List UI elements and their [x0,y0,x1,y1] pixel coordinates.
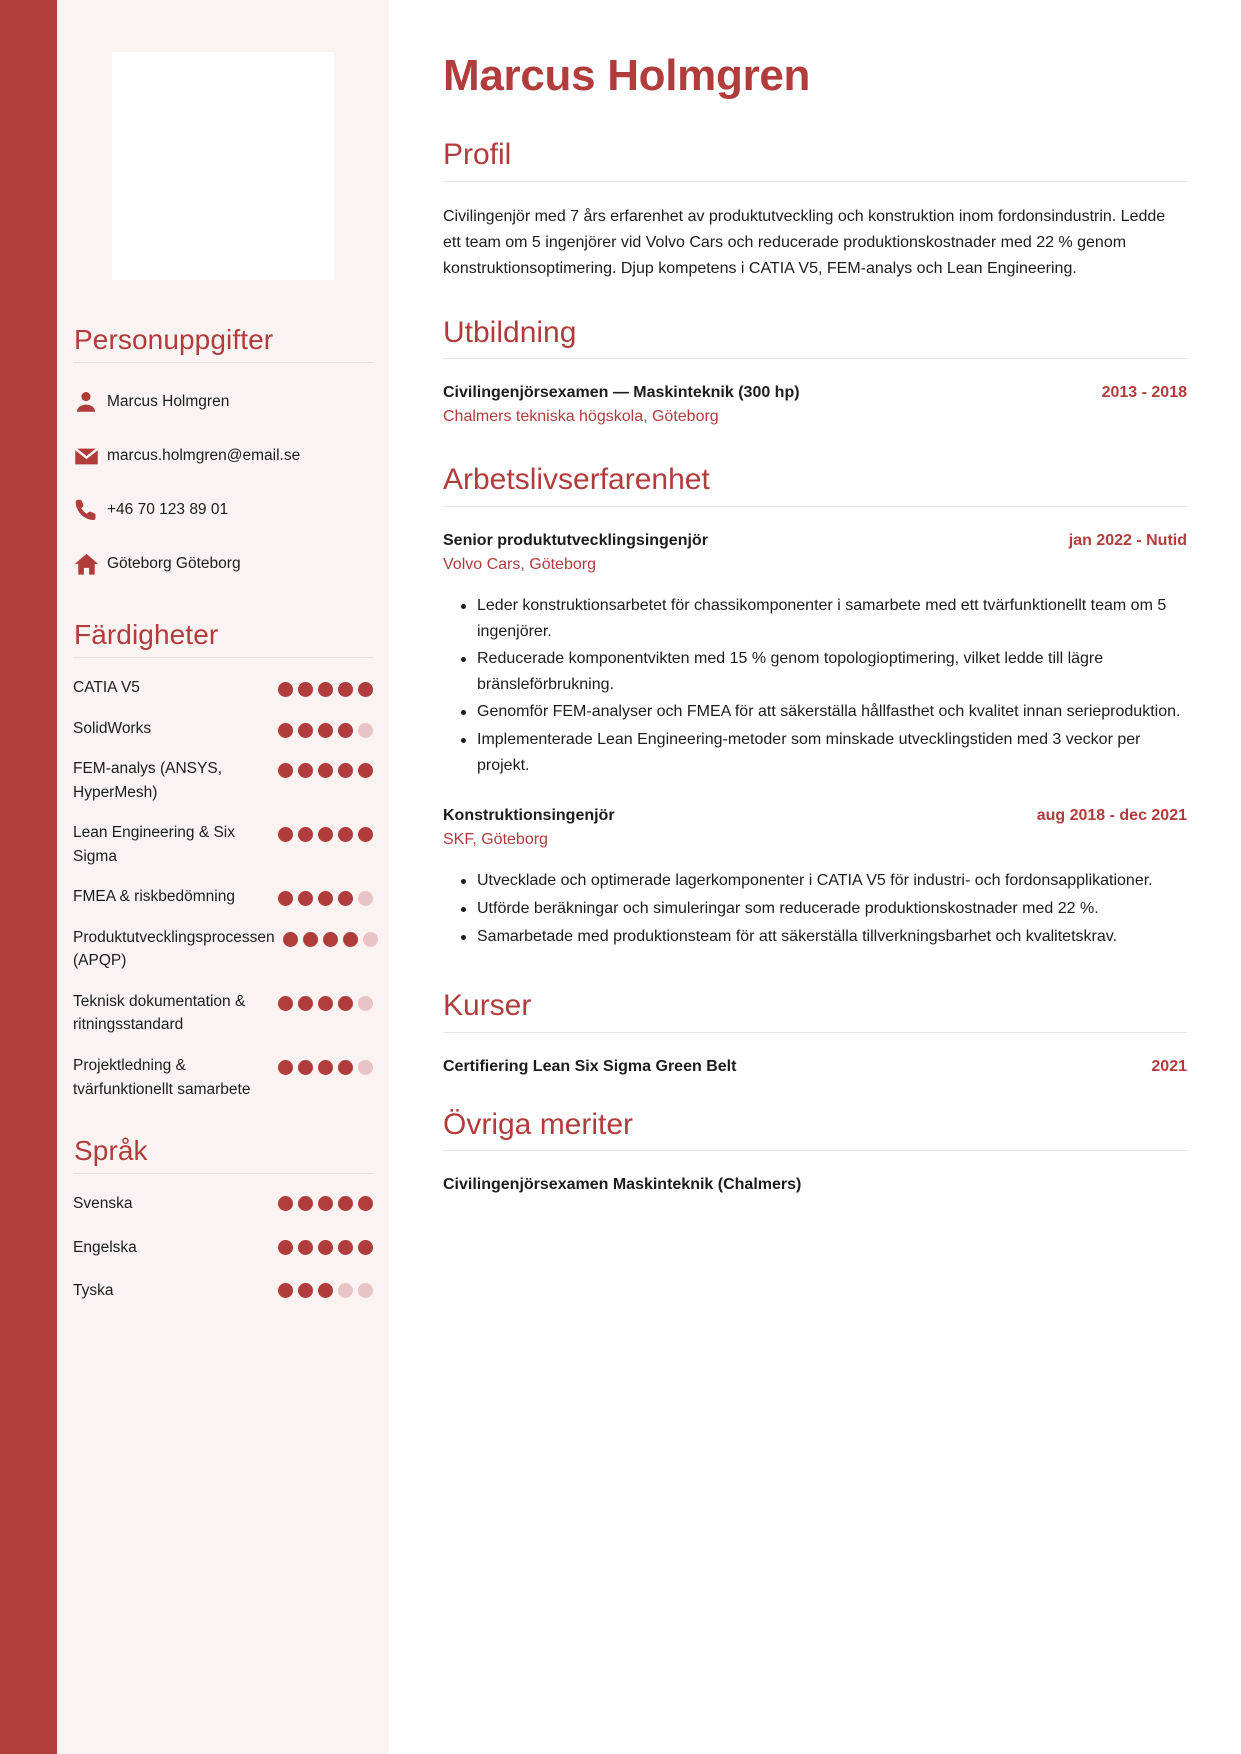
section-courses [443,989,1187,1078]
rating-dots [278,1283,373,1298]
rating-dot [303,932,318,947]
experience-entry-head [443,529,1187,552]
rating-dot [338,827,353,842]
courses-list [443,1055,1187,1078]
rating-dot [358,1060,373,1075]
language-row [73,1192,373,1216]
education-subtitle: Chalmers tekniska högskola, Göteborg [443,408,719,426]
rating-dot [278,1240,293,1255]
section-education [443,316,1187,430]
skill-label: Lean Engineering & Six Sigma [73,824,236,865]
other-merits-list [443,1173,1187,1196]
rating-dots [278,676,373,697]
contact-row-phone[interactable] [73,489,373,531]
experience-bullet: Utvecklade och optimerade lagerkomponenter i CATIA V5 för industri- och fordonsapplikationer. [443,868,1187,894]
skill-row [73,676,373,700]
sidebar-section-skills [73,619,373,1101]
contact-email-value: marcus.holmgren@email.se [107,446,301,464]
rating-dot [358,1283,373,1298]
course-entry-head [443,1055,1187,1078]
rating-dots [278,1240,373,1255]
experience-entry [443,804,1187,949]
experience-bullet: Reducerade komponentvikten med 15 % genom topologioptimering, vilket ledde till lägre bränsleförbrukning. [443,646,1187,697]
education-date: 2013 - 2018 [1101,384,1187,402]
education-divider [443,358,1187,359]
languages-heading: Språk [74,1135,148,1167]
profile-photo-placeholder [112,52,334,280]
courses-divider [443,1032,1187,1033]
other-merits-heading: Övriga meriter [443,1107,634,1141]
experience-bullet: Utförde beräkningar och simuleringar som reducerade produktionskostnader med 22 %. [443,896,1187,922]
experience-title: Konstruktionsingenjör [443,807,615,825]
merit-entry [443,1173,1187,1196]
skills-list [73,676,373,1101]
skill-label: Projektledning & tvärfunktionellt samarbete [73,1057,251,1098]
sidebar-section-personal [73,324,373,585]
other-merits-divider [443,1150,1187,1151]
experience-date: jan 2022 - Nutid [1068,531,1187,549]
course-title: Certifiering Lean Six Sigma Green Belt [443,1057,737,1075]
experience-bullet: Leder konstruktionsarbetet för chassikomponenter i samarbete med ett tvärfunktionellt team om 5 ingenjörer. [443,593,1187,644]
experience-subtitle: Volvo Cars, Göteborg [443,555,596,573]
contact-address-value: Göteborg Göteborg [107,554,241,572]
profile-summary: Civilingenjör med 7 års erfarenhet av produktutveckling och konstruktion inom fordonsindustrin. Ledde ett team om 5 ingenjörer vid Volvo Cars och reducerade produktionskostnader med 22 % genom konstruktionsoptimering. Djup kompetens i CATIA V5, FEM-analys och Lean Engineering. [443,207,1166,277]
rating-dots [278,821,373,842]
rating-dot [338,682,353,697]
skill-row [73,926,373,973]
rating-dot [318,723,333,738]
rating-dot [298,1196,313,1211]
rating-dot [338,1196,353,1211]
skill-row [73,885,373,909]
person-icon [73,389,107,415]
experience-bullet: Genomför FEM-analyser och FMEA för att säkerställa hållfasthet och kvalitet innan serieproduktion. [443,699,1187,725]
section-other-merits [443,1108,1187,1197]
skill-label: FEM-analys (ANSYS, HyperMesh) [73,760,223,801]
languages-list [73,1192,373,1303]
rating-dot [338,1283,353,1298]
section-experience [443,463,1187,949]
rating-dot [298,1060,313,1075]
skills-divider [73,657,373,658]
rating-dot [298,827,313,842]
rating-dot [318,1283,333,1298]
skill-row [73,821,373,868]
rating-dot [323,932,338,947]
skill-row [73,717,373,741]
rating-dot [278,891,293,906]
contact-name-value: Marcus Holmgren [107,392,230,410]
courses-heading: Kurser [443,989,532,1023]
skill-label: FMEA & riskbedömning [73,888,235,906]
rating-dot [338,723,353,738]
rating-dot [358,723,373,738]
rating-dot [358,996,373,1011]
personal-heading: Personuppgifter [74,324,274,355]
rating-dot [318,996,333,1011]
rating-dots [278,885,373,906]
skill-label: CATIA V5 [73,679,140,696]
language-label: Engelska [73,1238,137,1256]
page-title: Marcus Holmgren [443,51,811,100]
rating-dot [278,763,293,778]
sidebar-section-languages [73,1135,373,1303]
rating-dots [278,717,373,738]
rating-dot [298,891,313,906]
experience-list [443,529,1187,949]
skill-row [73,990,373,1037]
experience-entry [443,529,1187,778]
profile-heading: Profil [443,138,512,172]
sidebar [57,0,389,1754]
experience-bullets [443,593,1187,778]
rating-dot [338,763,353,778]
experience-date: aug 2018 - dec 2021 [1036,807,1187,825]
rating-dots [278,990,373,1011]
rating-dot [318,1240,333,1255]
experience-heading: Arbetslivserfarenhet [443,463,710,497]
experience-bullet: Implementerade Lean Engineering-metoder som minskade utvecklingstiden med 3 veckor per projekt. [443,727,1187,778]
rating-dot [363,932,378,947]
rating-dot [298,996,313,1011]
education-entry [443,381,1187,429]
languages-divider [73,1173,373,1174]
rating-dots [283,926,378,947]
rating-dot [358,1240,373,1255]
profile-photo-container [73,0,373,280]
rating-dot [278,1196,293,1211]
phone-icon [73,497,107,523]
rating-dot [278,827,293,842]
rating-dot [338,1060,353,1075]
rating-dot [318,827,333,842]
personal-divider [73,362,373,363]
contact-phone-value: +46 70 123 89 01 [107,500,229,518]
language-row [73,1279,373,1303]
section-profile [443,138,1187,281]
rating-dot [318,763,333,778]
skill-row [73,1054,373,1101]
language-label: Svenska [73,1195,133,1213]
envelope-icon [73,443,107,470]
course-date: 2021 [1151,1057,1187,1075]
education-title: Civilingenjörsexamen — Maskinteknik (300 hp) [443,384,800,402]
skill-label: SolidWorks [73,719,152,737]
merit-entry-head [443,1173,1187,1196]
profile-divider [443,181,1187,182]
experience-bullet: Samarbetade med produktionsteam för att säkerställa tillverkningsbarhet och kvalitetskrav. [443,924,1187,950]
rating-dot [338,996,353,1011]
education-list [443,381,1187,429]
experience-divider [443,506,1187,507]
rating-dots [278,1054,373,1075]
rating-dot [343,932,358,947]
rating-dot [298,682,313,697]
rating-dot [358,763,373,778]
rating-dot [278,682,293,697]
rating-dot [298,763,313,778]
rating-dot [338,1240,353,1255]
skills-heading: Färdigheter [74,619,219,650]
rating-dot [318,1060,333,1075]
rating-dot [358,827,373,842]
contact-row-name [73,381,373,423]
experience-entry-head [443,804,1187,827]
contact-row-email[interactable] [73,435,373,477]
rating-dot [358,891,373,906]
language-row [73,1236,373,1260]
rating-dot [358,1196,373,1211]
rating-dot [298,1240,313,1255]
rating-dot [278,1283,293,1298]
merit-title: Civilingenjörsexamen Maskinteknik (Chalmers) [443,1176,802,1194]
rating-dots [278,1196,373,1211]
rating-dot [318,891,333,906]
experience-bullets [443,868,1187,949]
education-heading: Utbildning [443,315,577,349]
skill-label: Produktutvecklingsprocessen (APQP) [73,928,275,970]
rating-dot [358,682,373,697]
course-entry [443,1055,1187,1078]
skill-row [73,757,373,804]
skill-label: Teknisk dokumentation & ritningsstandard [73,992,246,1034]
experience-title: Senior produktutvecklingsingenjör [443,531,708,549]
rating-dot [298,723,313,738]
rating-dot [318,1196,333,1211]
home-icon [73,551,107,578]
experience-subtitle: SKF, Göteborg [443,831,548,849]
rating-dot [278,723,293,738]
rating-dot [298,1283,313,1298]
rating-dot [278,996,293,1011]
education-entry-head [443,381,1187,404]
left-accent-bar [0,0,57,1754]
rating-dot [283,932,298,947]
rating-dot [278,1060,293,1075]
rating-dot [318,682,333,697]
language-label: Tyska [73,1282,114,1300]
rating-dots [278,757,373,778]
main-content [389,0,1241,1754]
contact-row-address [73,543,373,585]
rating-dot [338,891,353,906]
